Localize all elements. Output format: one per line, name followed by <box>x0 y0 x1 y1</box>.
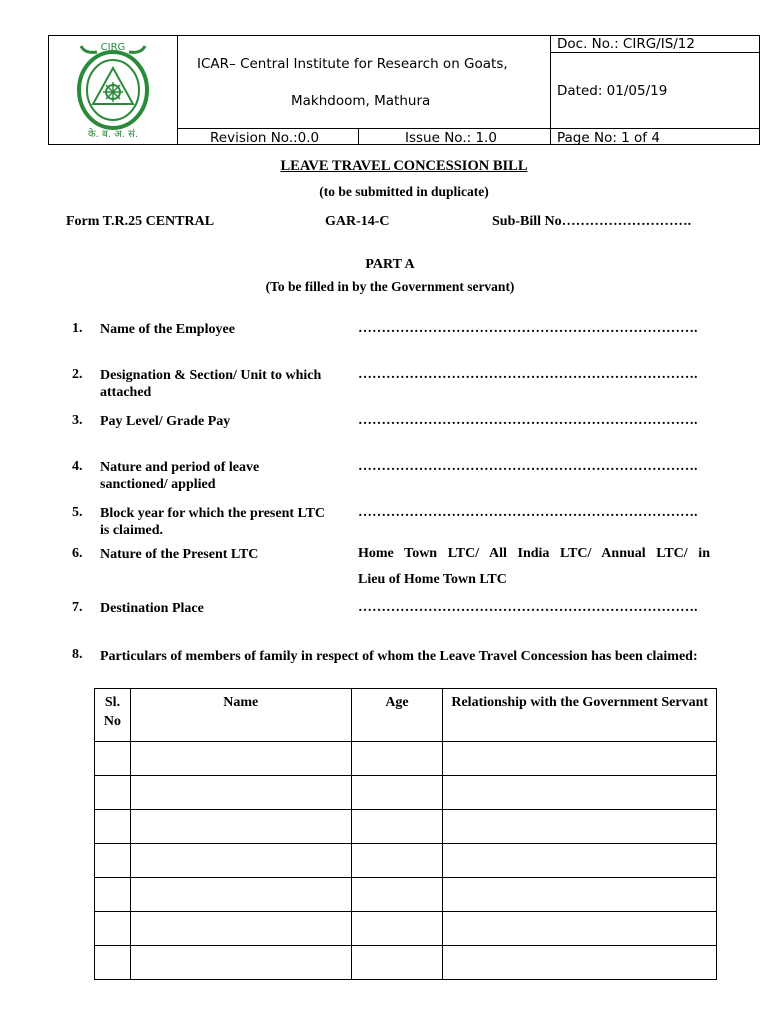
family-members-table <box>94 688 717 980</box>
item-number: 6. <box>72 546 83 561</box>
relationship-cell[interactable] <box>443 912 717 946</box>
document-header <box>48 35 760 145</box>
table-row <box>95 742 717 776</box>
name-cell[interactable] <box>130 776 351 810</box>
table-header-row <box>95 689 717 742</box>
header-divider <box>550 52 759 53</box>
sl-no-cell[interactable] <box>95 742 131 776</box>
gar-number: GAR-14-C <box>325 214 390 229</box>
table-row <box>95 878 717 912</box>
employee-name-field[interactable]: ………………………………………………………………. <box>358 321 698 336</box>
sl-no-cell[interactable] <box>95 776 131 810</box>
ltc-nature-options-line1: Home Town LTC/ All India LTC/ Annual LTC/ in <box>358 546 710 561</box>
designation-field[interactable]: ………………………………………………………………. <box>358 367 698 382</box>
institute-name-line1: ICAR– Central Institute for Research on Goats, <box>197 56 508 72</box>
item-number: 5. <box>72 505 83 520</box>
name-cell[interactable] <box>130 946 351 980</box>
age-cell[interactable] <box>351 912 443 946</box>
relationship-cell[interactable] <box>443 844 717 878</box>
part-subtitle: (To be filled in by the Government servant) <box>265 279 515 294</box>
sl-no-cell[interactable] <box>95 912 131 946</box>
sl-no-cell[interactable] <box>95 844 131 878</box>
item-number: 2. <box>72 367 83 382</box>
leave-nature-label: Nature and period of leave sanctioned/ applied <box>100 460 260 492</box>
pay-level-label: Pay Level/ Grade Pay <box>100 414 231 429</box>
table-row <box>95 844 717 878</box>
sl-no-cell[interactable] <box>95 946 131 980</box>
relationship-cell[interactable] <box>443 742 717 776</box>
family-table-body <box>95 742 717 980</box>
sl-no-header: Sl. No <box>95 689 131 742</box>
destination-label: Destination Place <box>100 601 204 616</box>
ltc-nature-options-line2: Lieu of Home Town LTC <box>358 572 507 587</box>
sub-bill-number: Sub-Bill No………………………. <box>492 214 692 229</box>
form-subtitle: (to be submitted in duplicate) <box>319 184 489 199</box>
destination-field[interactable]: ………………………………………………………………. <box>358 600 698 615</box>
name-cell[interactable] <box>130 878 351 912</box>
family-particulars-label: Particulars of members of family in respect of whom the Leave Travel Concession has been claimed: <box>100 649 698 664</box>
page-number: Page No: 1 of 4 <box>557 130 660 146</box>
form-title: LEAVE TRAVEL CONCESSION BILL <box>280 158 528 174</box>
issue-number: Issue No.: 1.0 <box>405 130 497 146</box>
name-cell[interactable] <box>130 912 351 946</box>
relationship-cell[interactable] <box>443 810 717 844</box>
doc-number: Doc. No.: CIRG/IS/12 <box>557 36 695 52</box>
name-header: Name <box>130 689 351 742</box>
age-cell[interactable] <box>351 742 443 776</box>
form-number: Form T.R.25 CENTRAL <box>66 214 215 229</box>
table-row <box>95 776 717 810</box>
item-number: 3. <box>72 413 83 428</box>
age-cell[interactable] <box>351 878 443 912</box>
name-cell[interactable] <box>130 742 351 776</box>
employee-name-label: Name of the Employee <box>100 322 235 337</box>
age-header: Age <box>351 689 443 742</box>
age-cell[interactable] <box>351 810 443 844</box>
ltc-nature-label: Nature of the Present LTC <box>100 547 259 562</box>
revision-number: Revision No.:0.0 <box>210 130 320 146</box>
age-cell[interactable] <box>351 776 443 810</box>
part-title: PART A <box>365 257 415 272</box>
name-cell[interactable] <box>130 810 351 844</box>
item-number: 8. <box>72 647 83 662</box>
table-row <box>95 946 717 980</box>
relationship-cell[interactable] <box>443 878 717 912</box>
header-divider <box>358 128 359 144</box>
institute-name-line2: Makhdoom, Mathura <box>291 93 431 109</box>
relationship-cell[interactable] <box>443 776 717 810</box>
relationship-cell[interactable] <box>443 946 717 980</box>
table-row <box>95 810 717 844</box>
name-cell[interactable] <box>130 844 351 878</box>
item-number: 4. <box>72 459 83 474</box>
dated: Dated: 01/05/19 <box>557 83 668 99</box>
header-divider <box>177 128 759 129</box>
age-cell[interactable] <box>351 946 443 980</box>
block-year-label: Block year for which the present LTC is claimed. <box>100 506 326 538</box>
item-number: 7. <box>72 600 83 615</box>
item-number: 1. <box>72 321 83 336</box>
relationship-header: Relationship with the Government Servant <box>443 689 717 742</box>
sl-no-cell[interactable] <box>95 878 131 912</box>
pay-level-field[interactable]: ………………………………………………………………. <box>358 413 698 428</box>
leave-nature-field[interactable]: ………………………………………………………………. <box>358 459 698 474</box>
logo-bottom-text: के. ब. अ. सं. <box>87 129 139 140</box>
designation-label: Designation & Section/ Unit to which attached <box>100 368 322 400</box>
logo-top-text: CIRG <box>100 42 126 53</box>
sl-no-cell[interactable] <box>95 810 131 844</box>
age-cell[interactable] <box>351 844 443 878</box>
block-year-field[interactable]: ………………………………………………………………. <box>358 505 698 520</box>
table-row <box>95 912 717 946</box>
cirg-logo <box>63 38 163 142</box>
